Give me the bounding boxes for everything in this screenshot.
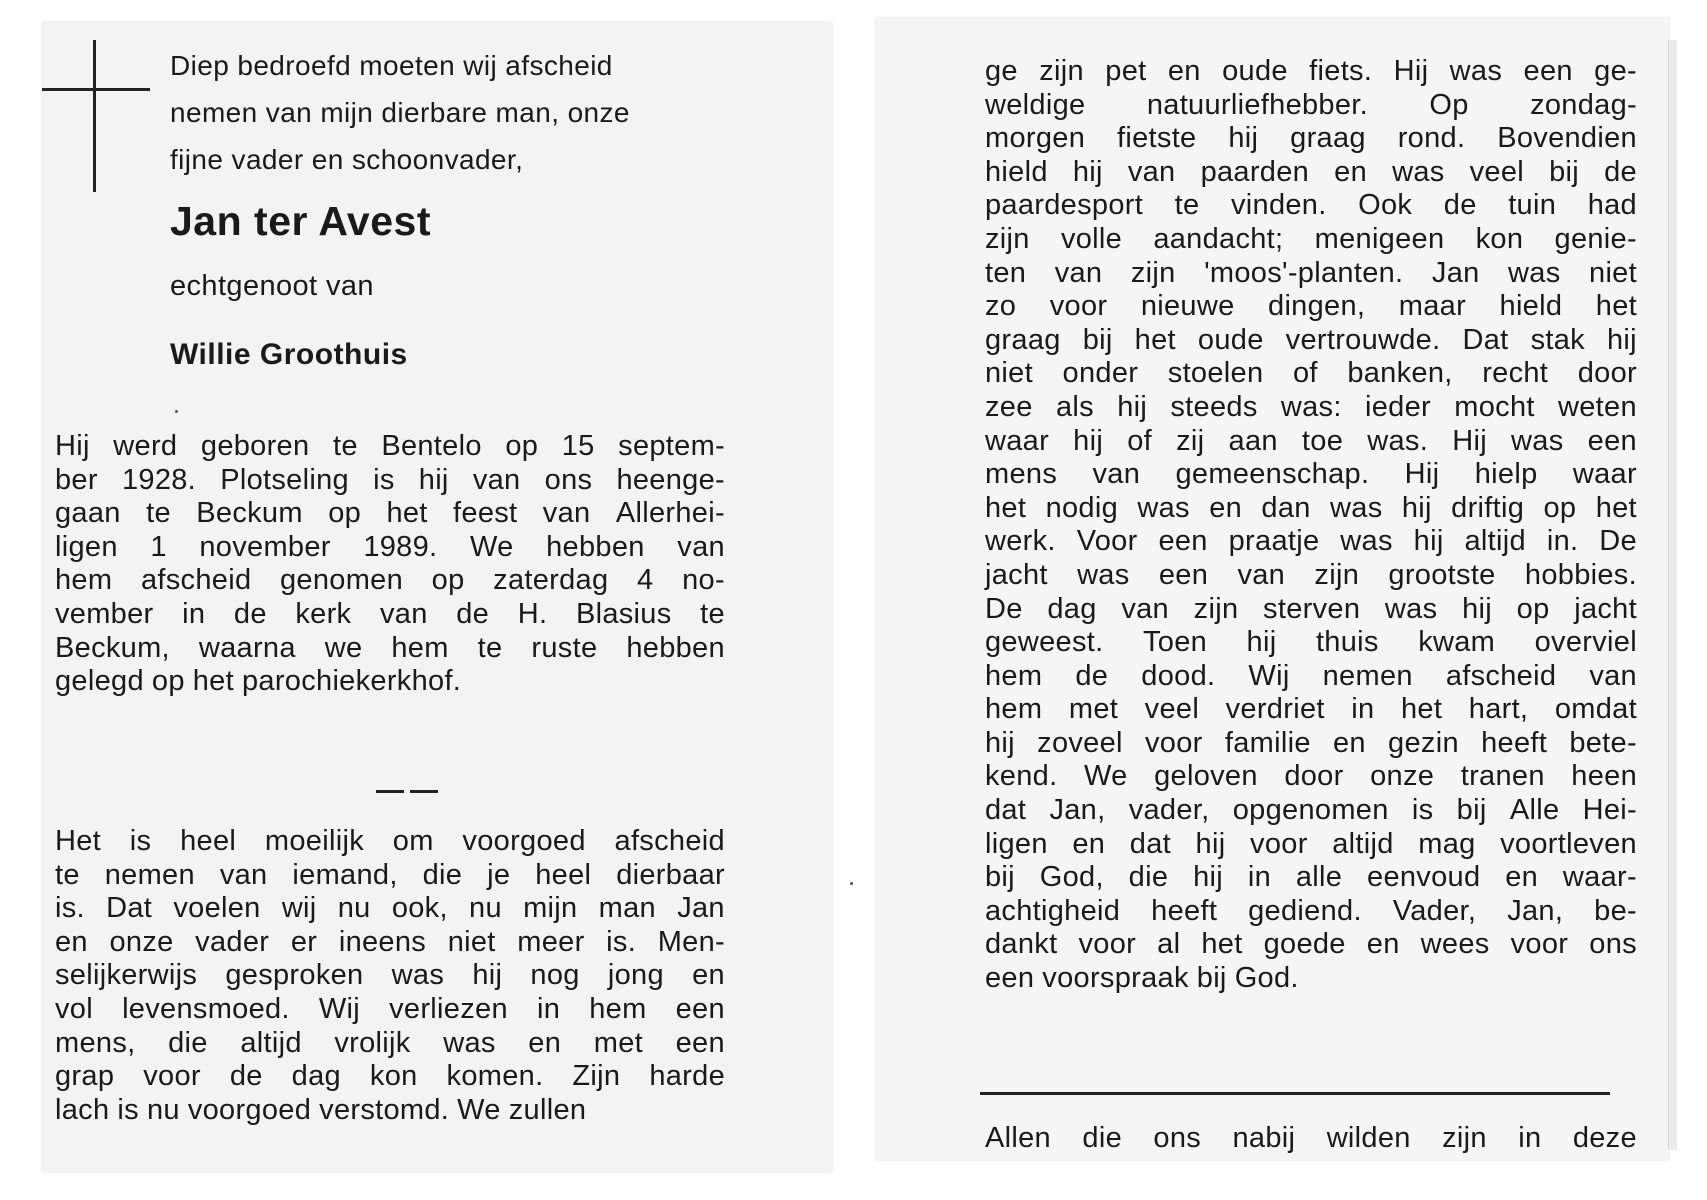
text-line: dat Jan, vader, opgenomen is bij Alle Hei- [985, 794, 1637, 827]
text-line: ligen en dat hij voor altijd mag voortleven [985, 827, 1637, 860]
text-line: zijn volle aandacht; menigeen kon genie- [985, 222, 1637, 255]
text-line: kend. We geloven door onze tranen heen [985, 760, 1637, 793]
text-line: lach is nu voorgoed verstomd. We zullen [55, 1093, 587, 1126]
separator-dash [410, 790, 438, 793]
text-line: selijkerwijs gesproken was hij nog jong en [55, 959, 725, 992]
text-line: een voorspraak bij God. [985, 962, 1299, 995]
text-line: Beckum, waarna we hem te ruste hebben [55, 631, 725, 664]
card-edge [1668, 40, 1677, 1150]
text-line: vol levensmoed. Wij verliezen in hem een [55, 992, 725, 1025]
text-line: hem afscheid genomen op zaterdag 4 no- [55, 564, 725, 597]
text-line: werk. Voor een praatje was hij altijd in. De [985, 525, 1637, 558]
deceased-name: Jan ter Avest [170, 198, 431, 244]
cross-icon-vertical [93, 40, 96, 192]
text-line: zee als hij steeds was: ieder mocht weten [985, 390, 1637, 423]
text-line: geweest. Toen hij thuis kwam overviel [985, 626, 1637, 659]
paragraph-biography [55, 430, 725, 699]
text-line: ten van zijn 'moos'-planten. Jan was niet [985, 256, 1637, 289]
text-line: hem de dood. Wij nemen afscheid van [985, 659, 1637, 692]
text-line: ligen 1 november 1989. We hebben van [55, 530, 725, 563]
text-line: De dag van zijn sterven was hij op jacht [985, 592, 1637, 625]
text-line: ge zijn pet en oude fiets. Hij was een ge- [985, 55, 1637, 87]
text-line: mens van gemeenschap. Hij hielp waar [985, 458, 1637, 491]
cross-icon-horizontal [42, 88, 150, 91]
text-line: paardesport te vinden. Ook de tuin had [985, 189, 1637, 222]
spouse-name: Willie Groothuis [170, 338, 408, 371]
text-line: gelegd op het parochiekerkhof. [55, 665, 462, 698]
text-line: hield hij van paarden en was veel bij de [985, 155, 1637, 188]
text-line: hem met veel verdriet in het hart, omdat [985, 693, 1637, 726]
text-line: graag bij het oude vertrouwde. Dat stak hij [985, 323, 1637, 356]
text-line: ber 1928. Plotseling is hij van ons heenge- [55, 463, 725, 496]
text-line: niet onder stoelen of banken, recht door [985, 357, 1637, 390]
paragraph-remembrance [55, 825, 725, 1127]
text-line: hij zoveel voor familie en gezin heeft bete- [985, 726, 1637, 759]
text-line: weldige natuurliefhebber. Op zondag- [985, 88, 1637, 121]
intro-line: Diep bedroefd moeten wij afscheid [170, 50, 613, 81]
text-line: is. Dat voelen wij nu ook, nu mijn man Jan [55, 892, 725, 925]
text-line: te nemen van iemand, die je heel dierbaar [55, 858, 725, 891]
text-line: morgen fietste hij graag rond. Bovendien [985, 122, 1637, 155]
text-line: grap voor de dag kon komen. Zijn harde [55, 1060, 725, 1093]
text-line: zo voor nieuwe dingen, maar hield het [985, 290, 1637, 323]
separator-rule [980, 1092, 1610, 1095]
paper-speck [175, 410, 178, 413]
intro-line: nemen van mijn dierbare man, onze [170, 97, 630, 128]
spouse-label: echtgenoot van [170, 270, 374, 302]
text-line: vember in de kerk van de H. Blasius te [55, 597, 725, 630]
text-line: het nodig was en dan was hij driftig op het [985, 491, 1637, 524]
text-line: dankt voor al het goede en wees voor ons [985, 928, 1637, 961]
intro-text [170, 42, 690, 183]
paragraph-remembrance-continued [985, 55, 1637, 996]
text-line: gaan te Beckum op het feest van Allerhei- [55, 497, 725, 530]
text-line: bij God, die hij in alle eenvoud en waar- [985, 861, 1637, 894]
text-line: achtigheid heeft gediend. Vader, Jan, be- [985, 894, 1637, 927]
text-line: Het is heel moeilijk om voorgoed afscheid [55, 825, 725, 857]
text-line: Allen die ons nabij wilden zijn in deze [985, 1122, 1637, 1154]
text-line: jacht was een van zijn grootste hobbies. [985, 558, 1637, 591]
separator-dash [376, 790, 404, 793]
text-line: mens, die altijd vrolijk was en met een [55, 1026, 725, 1059]
text-line: waar hij of zij aan toe was. Hij was een [985, 424, 1637, 457]
text-line: en onze vader er ineens niet meer is. Men- [55, 925, 725, 958]
text-line: Hij werd geboren te Bentelo op 15 septem- [55, 430, 725, 462]
intro-line: fijne vader en schoonvader, [170, 144, 524, 175]
paragraph-thanks [985, 1122, 1637, 1156]
paper-speck [850, 882, 853, 885]
